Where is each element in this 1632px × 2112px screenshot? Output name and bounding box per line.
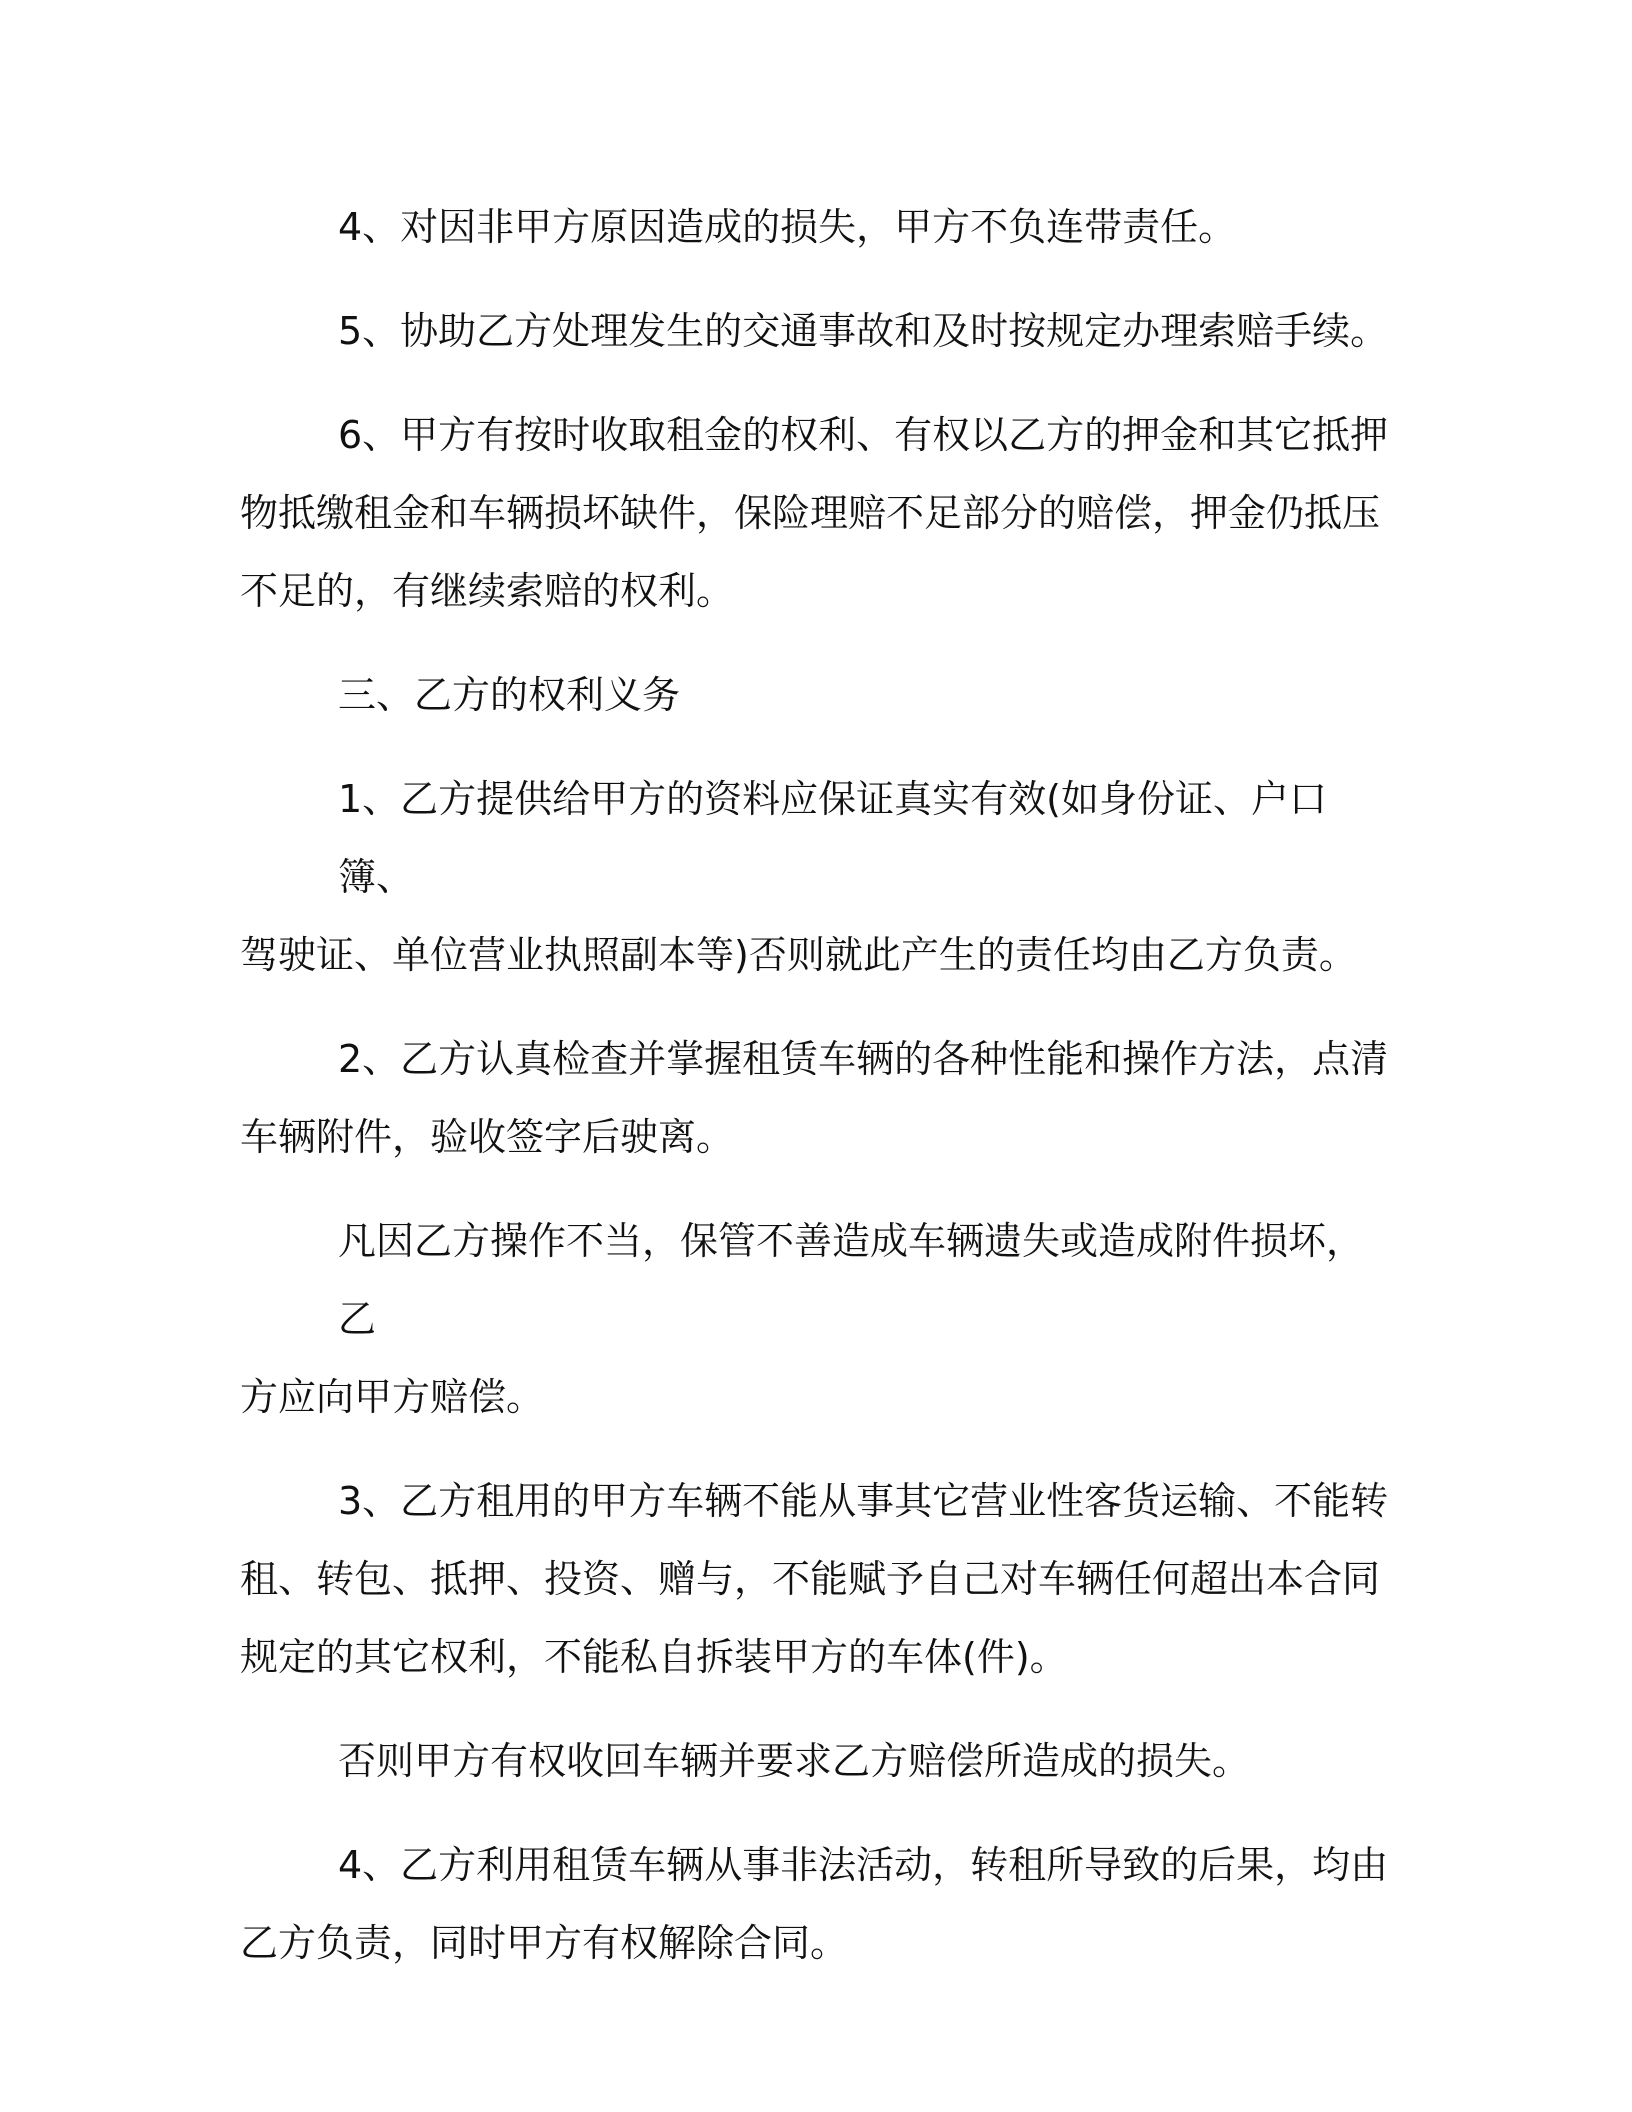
paragraph-item-6-party-a — [240, 396, 1390, 630]
text-line: 不足的，有继续索赔的权利。 — [240, 569, 735, 613]
paragraph-item-5-party-a — [240, 292, 1390, 370]
paragraph-item-2-party-b — [240, 1020, 1390, 1176]
section-heading: 三、乙方的权利义务 — [338, 673, 681, 717]
paragraph-item-4-party-b — [240, 1826, 1390, 1982]
text-line: 4、乙方利用租赁车辆从事非法活动，转租所导致的后果，均由 — [338, 1843, 1389, 1887]
text-line: 5、协助乙方处理发生的交通事故和及时按规定办理索赔手续。 — [338, 309, 1389, 353]
text-line: 3、乙方租用的甲方车辆不能从事其它营业性客货运输、不能转 — [338, 1479, 1389, 1523]
text-line: 规定的其它权利，不能私自拆装甲方的车体(件)。 — [240, 1635, 1068, 1679]
text-line: 车辆附件，验收签字后驶离。 — [240, 1115, 735, 1159]
text-line: 方应向甲方赔偿。 — [240, 1375, 545, 1419]
text-line: 租、转包、抵押、投资、赠与，不能赋予自己对车辆任何超出本合同 — [240, 1557, 1381, 1601]
paragraph-item-3-party-b — [240, 1462, 1390, 1696]
section-heading-party-b — [240, 656, 1390, 734]
document-body — [240, 188, 1390, 2008]
text-line: 4、对因非甲方原因造成的损失，甲方不负连带责任。 — [338, 205, 1237, 249]
text-line: 否则甲方有权收回车辆并要求乙方赔偿所造成的损失。 — [338, 1739, 1251, 1783]
paragraph-item-3-continued — [240, 1722, 1390, 1800]
text-line: 物抵缴租金和车辆损坏缺件，保险理赔不足部分的赔偿，押金仍抵压 — [240, 491, 1381, 535]
paragraph-item-2-continued — [240, 1202, 1390, 1436]
paragraph-item-1-party-b — [240, 760, 1390, 994]
text-line: 6、甲方有按时收取租金的权利、有权以乙方的押金和其它抵押 — [338, 413, 1389, 457]
paragraph-item-4-party-a — [240, 188, 1390, 266]
text-line: 1、乙方提供给甲方的资料应保证真实有效(如身份证、户口簿、 — [338, 777, 1328, 899]
text-line: 驾驶证、单位营业执照副本等)否则就此产生的责任均由乙方负责。 — [240, 933, 1357, 977]
text-line: 乙方负责，同时甲方有权解除合同。 — [240, 1921, 849, 1965]
text-line: 2、乙方认真检查并掌握租赁车辆的各种性能和操作方法，点清 — [338, 1037, 1389, 1081]
text-line: 凡因乙方操作不当，保管不善造成车辆遗失或造成附件损坏，乙 — [338, 1219, 1365, 1341]
